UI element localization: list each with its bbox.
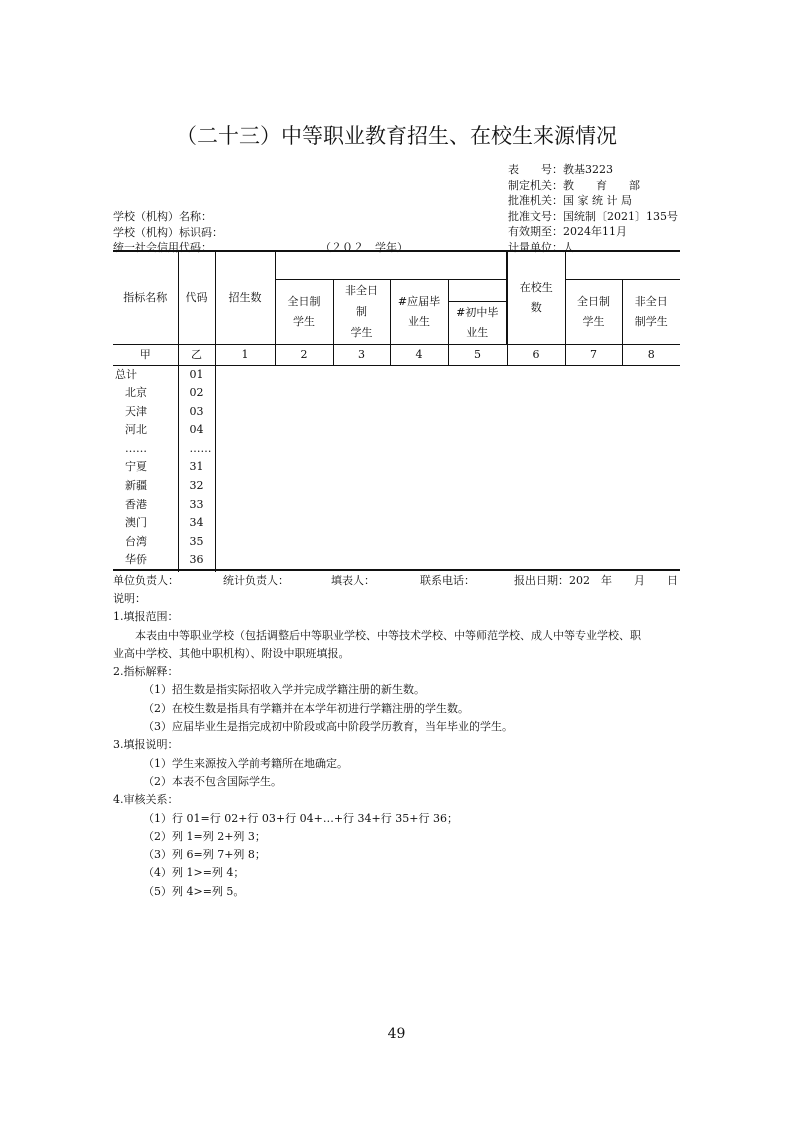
col-num: 2 xyxy=(275,344,333,365)
row-name: 总计 xyxy=(115,367,137,381)
meta-form-no: 表 号：教基3223 xyxy=(508,163,613,176)
note-line: 4.审核关系： xyxy=(113,793,179,807)
page-title: （二十三）中等职业教育招生、在校生来源情况 xyxy=(176,124,617,148)
row-name: 天津 xyxy=(125,404,147,418)
row-code: 32 xyxy=(189,479,204,493)
row-codes xyxy=(190,366,215,571)
data-table xyxy=(113,250,680,572)
col-num: 1 xyxy=(215,344,275,365)
form-meta xyxy=(508,162,678,256)
row-name: 香港 xyxy=(125,497,147,511)
filler: 填表人： xyxy=(331,574,375,587)
header-col4: #应届毕 业生 xyxy=(390,279,448,344)
note-line: （2）在校生数是指具有学籍并在本学年初进行学籍注册的学生数。 xyxy=(143,701,469,715)
row-name: …… xyxy=(125,441,147,455)
header-col6: 在校生 数 xyxy=(507,251,565,344)
meta-issuer: 制定机关：教 育 部 xyxy=(508,178,640,192)
notes-section xyxy=(113,590,641,901)
note-line: （3）应届毕业生是指完成初中阶段或高中阶段学历教育，当年毕业的学生。 xyxy=(143,720,513,734)
credit-code-field: 统一社会信用代码： xyxy=(113,241,212,255)
school-year: （２０２ 学年） xyxy=(320,241,408,254)
note-line: （4）列 1>=列 4； xyxy=(143,866,245,880)
phone: 联系电话： xyxy=(420,574,475,587)
school-name-field: 学校（机构）名称： xyxy=(113,210,212,223)
col-num: 5 xyxy=(448,344,507,365)
header-code: 代码 xyxy=(178,251,215,344)
row-code: 04 xyxy=(189,423,204,437)
page-number: 49 xyxy=(387,1026,406,1042)
header-name: 指标名称 xyxy=(113,251,178,344)
row-name: 澳门 xyxy=(125,516,147,530)
row-code: 33 xyxy=(189,497,204,511)
row-name: 河北 xyxy=(125,423,147,437)
header-col2: 全日制 学生 xyxy=(275,279,333,344)
signature-row xyxy=(113,572,680,590)
meta-approver: 批准机关：国 家 统 计 局 xyxy=(508,194,632,208)
row-code: 36 xyxy=(189,553,204,567)
note-line: 本表由中等职业学校（包括调整后中等职业学校、中等技术学校、中等师范学校、成人中等专业学校、职 xyxy=(135,628,641,642)
note-line: （1）行 01=行 02+行 03+行 04+…+行 34+行 35+行 36； xyxy=(143,811,458,825)
header-col7: 全日制 学生 xyxy=(565,279,622,344)
note-line: （1）招生数是指实际招收入学并完成学籍注册的新生数。 xyxy=(143,683,425,697)
col-num: 4 xyxy=(390,344,448,365)
header-col8: 非全日 制学生 xyxy=(622,279,680,344)
school-fields xyxy=(113,209,223,256)
row-name: 华侨 xyxy=(125,553,147,567)
col-num: 乙 xyxy=(178,344,215,365)
school-id-field: 学校（机构）标识码： xyxy=(113,225,223,239)
header-col1: 招生数 xyxy=(215,251,275,344)
row-code: 34 xyxy=(189,516,204,530)
unit-head: 单位负责人： xyxy=(113,574,179,587)
row-code: …… xyxy=(189,441,212,455)
header-col5: #初中毕 业生 xyxy=(448,301,507,344)
table-bottom-line xyxy=(113,569,680,571)
row-name: 台湾 xyxy=(125,534,147,548)
meta-valid-until: 有效期至：2024年11月 xyxy=(508,225,627,239)
row-code: 03 xyxy=(189,404,204,418)
row-name: 新疆 xyxy=(125,479,147,493)
note-line: 业高中学校、其他中职机构）、附设中职班填报。 xyxy=(113,646,350,660)
note-line: 3.填报说明： xyxy=(113,738,179,752)
col-num: 甲 xyxy=(113,344,178,365)
note-line: 1.填报范围： xyxy=(113,610,179,624)
row-code: 02 xyxy=(189,386,204,400)
note-line: （2）列 1=列 2+列 3； xyxy=(143,829,266,843)
row-code: 01 xyxy=(189,367,204,381)
note-line: （1）学生来源按入学前考籍所在地确定。 xyxy=(143,756,348,770)
col-num: 8 xyxy=(622,344,680,365)
col-num: 7 xyxy=(565,344,622,365)
row-name: 宁夏 xyxy=(125,460,147,474)
col-num: 3 xyxy=(333,344,390,365)
note-line: 说明： xyxy=(113,592,146,605)
meta-approval-no: 批准文号：国统制〔2021〕135号 xyxy=(508,209,678,223)
stat-head: 统计负责人： xyxy=(223,574,289,587)
note-line: （3）列 6=列 7+列 8； xyxy=(143,848,266,862)
meta-unit: 计量单位：人 xyxy=(508,240,574,254)
column-number-row xyxy=(113,344,680,365)
row-name: 北京 xyxy=(125,386,147,400)
note-line: （2）本表不包含国际学生。 xyxy=(143,774,282,788)
note-line: （5）列 4>=列 5。 xyxy=(143,884,245,898)
note-line: 2.指标解释： xyxy=(113,665,179,679)
report-date: 报出日期：202 年 月 日 xyxy=(514,574,678,587)
row-code: 31 xyxy=(189,460,204,474)
row-names xyxy=(113,366,178,571)
col-num: 6 xyxy=(507,344,565,365)
header-col3: 非全日 制 学生 xyxy=(333,279,390,344)
row-code: 35 xyxy=(189,534,204,548)
